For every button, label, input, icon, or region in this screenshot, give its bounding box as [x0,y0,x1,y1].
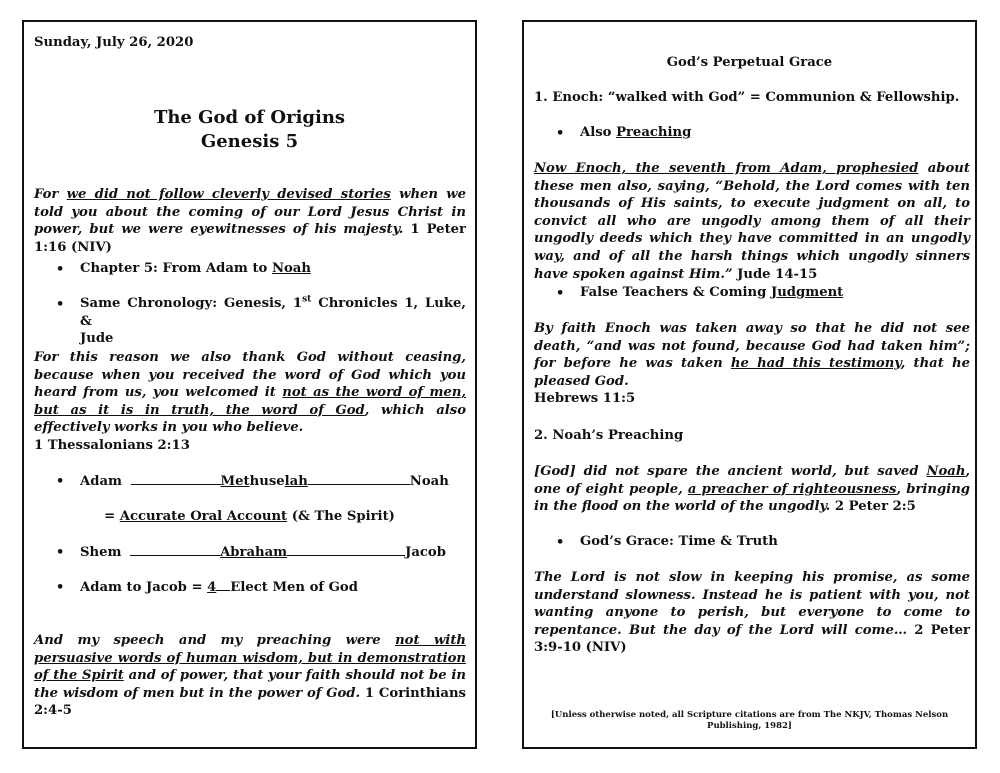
bullet-false-teachers: False Teachers & Coming Judgment [580,285,844,300]
scripture-2-peter-3: The Lord is not slow in keeping his promise, as some understand slowness. Instead he is patient with you, not wanting anyone to perish, but everyone to come to repentance. But the day of the Lord will come… 2 Peter 3:9-10 (NIV) [534,570,970,656]
bullet-chronology: Same Chronology: Genesis, 1st Chronicles 1, Luke, & Jude [80,294,466,347]
bullet-dot: • [56,297,65,312]
scripture-hebrews: By faith Enoch was taken away so that he did not see death, “and was not found, because God had taken him”; for before he was taken he had this testimony, that he pleased God. Hebrews 11:5 [534,321,970,407]
bullet-chapter-5: Chapter 5: From Adam to Noah [80,261,311,276]
section-noah: 2. Noah’s Preaching [534,428,684,443]
bullet-dot: • [556,126,565,141]
bullet-dot: • [56,262,65,277]
bullet-gods-grace: God’s Grace: Time & Truth [580,534,778,549]
title: The God of Origins [153,107,346,128]
date: Sunday, July 26, 2020 [34,35,194,50]
accurate-oral-account: = Accurate Oral Account (& The Spirit) [104,509,395,524]
lineage-adam-noah: Adam Methuselah Noah [80,474,449,489]
bullet-preaching: Also Preaching [580,125,692,140]
subtitle: Genesis 5 [200,131,299,152]
left-page [22,20,477,749]
section-enoch: 1. Enoch: “walked with God” = Communion & Fellowship. [534,90,960,105]
page-title [24,106,475,154]
scripture-jude: Now Enoch, the seventh from Adam, prophesied about these men also, saying, “Behold, the Lord comes with ten thousands of His saints, to execute judgment on all, to convict all who are ungodly among them of all their ungodly deeds which they have committed in an ungodly way, and of all the harsh things which ungodly sinners have spoken against Him.” Jude 14-15 [534,161,970,282]
scripture-corinthians: And my speech and my preaching were not with persuasive words of human wisdom, but in demonstration of the Spirit and of power, that your faith should not be in the wisdom of men but in the power of God. 1 Corinthians 2:4-5 [34,633,466,719]
bullet-dot: • [56,580,65,595]
bullet-dot: • [556,286,565,301]
elect-men-count: Adam to Jacob = 4 Elect Men of God [80,580,358,595]
footnote: [Unless otherwise noted, all Scripture citations are from The NKJV, Thomas Nelson Publishing, 1982] [550,710,949,731]
scripture-thessalonians: For this reason we also thank God without ceasing, because when you received the word of God which you heard from us, you welcomed it not as the word of men, but as it is in truth, the word of God, which also effectively works in you who believe. 1 Thessalonians 2:13 [34,350,467,453]
right-page [522,20,977,749]
bullet-dot: • [556,535,565,550]
scripture-2-peter-2: [God] did not spare the ancient world, but saved Noah, one of eight people, a preacher of righteousness, bringing in the flood on the world of the ungodly. 2 Peter 2:5 [534,464,971,515]
section-heading: God’s Perpetual Grace [666,55,833,70]
bullet-dot: • [56,474,65,489]
lineage-shem-jacob: Shem Abraham Jacob [80,545,446,560]
scripture-1-peter: For we did not follow cleverly devised stories when we told you about the coming of our Lord Jesus Christ in power, but we were eyewitnesses of his majesty. 1 Peter 1:16 (NIV) [34,187,466,255]
bullet-dot: • [56,545,65,560]
